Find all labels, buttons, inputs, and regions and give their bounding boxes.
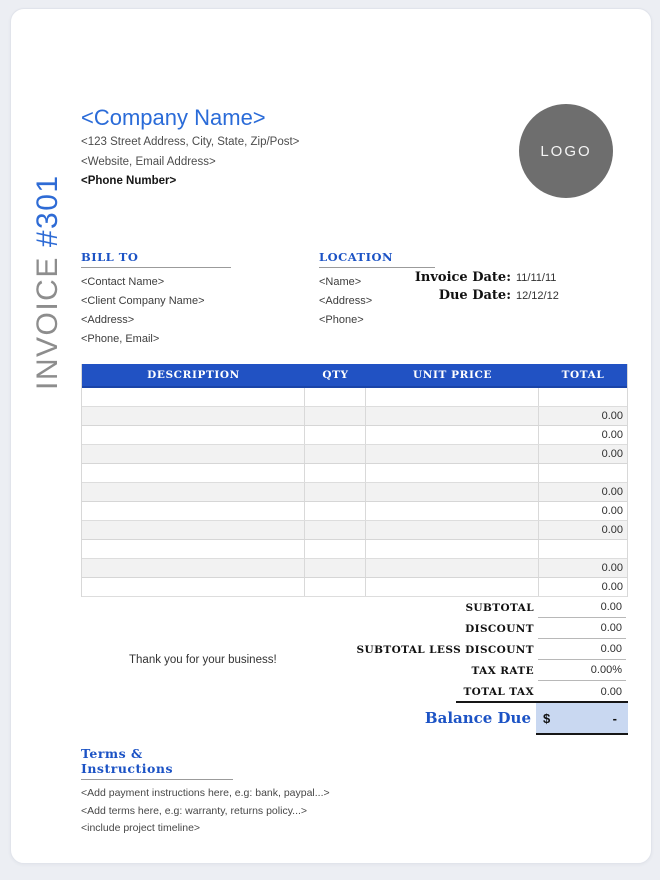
invoice-date-label: Invoice Date:	[414, 270, 511, 285]
cell-qty	[305, 464, 366, 482]
due-date-row	[341, 288, 571, 303]
invoice-number: #301	[31, 174, 64, 248]
cell-total	[539, 540, 627, 558]
invoice-card	[10, 8, 652, 864]
cell-qty	[305, 407, 366, 425]
summary-label: TAX RATE	[471, 664, 534, 677]
placeholder-line: <Name>	[319, 276, 362, 288]
summary-row	[81, 618, 626, 639]
company-phone: <Phone Number>	[81, 175, 177, 187]
cell-total: 0.00	[601, 524, 623, 536]
placeholder-line: <Add payment instructions here, e.g: bank, paypal...>	[81, 787, 330, 799]
cell-description	[82, 407, 305, 425]
placeholder-line: <Add terms here, e.g: warranty, returns policy...>	[81, 804, 308, 817]
cell-description	[82, 521, 305, 539]
header-qty: QTY	[322, 369, 349, 381]
cell-description	[82, 483, 305, 501]
summary-label: SUBTOTAL	[465, 601, 534, 614]
cell-total: 0.00	[601, 486, 623, 498]
thank-you-note: Thank you for your business!	[129, 654, 277, 666]
cell-total	[539, 388, 627, 406]
table-row	[82, 445, 627, 464]
company-address: <123 Street Address, City, State, Zip/Post>	[81, 136, 300, 148]
summary-row	[81, 597, 626, 618]
cell-unit-price	[366, 388, 539, 406]
company-website-email: <Website, Email Address>	[81, 156, 216, 168]
cell-qty	[305, 502, 366, 520]
cell-unit-price	[366, 578, 539, 596]
cell-description	[82, 502, 305, 520]
placeholder-line: <Address>	[81, 314, 135, 326]
cell-unit-price	[366, 445, 539, 463]
balance-value: -	[612, 710, 617, 726]
cell-qty	[305, 426, 366, 444]
table-row	[82, 464, 627, 483]
cell-total: 0.00	[601, 581, 623, 593]
cell-unit-price	[366, 559, 539, 577]
invoice-date-value: 11/11/11	[516, 272, 557, 284]
cell-description	[82, 578, 305, 596]
header-description: DESCRIPTION	[147, 369, 240, 381]
cell-description	[82, 464, 305, 482]
invoice-title-vertical	[31, 174, 65, 390]
cell-qty	[305, 540, 366, 558]
balance-due-cell	[536, 703, 628, 735]
bill-to-title: BILL TO	[81, 250, 231, 268]
header-unit-price: UNIT PRICE	[412, 369, 493, 381]
table-row	[82, 388, 627, 407]
cell-description	[82, 559, 305, 577]
table-row	[82, 502, 627, 521]
logo-text: LOGO	[540, 142, 592, 160]
summary-label: SUBTOTAL LESS DISCOUNT	[356, 643, 534, 656]
cell-unit-price	[366, 502, 539, 520]
due-date-value: 12/12/12	[516, 290, 559, 302]
placeholder-line: <Contact Name>	[81, 276, 165, 288]
summary-label: DISCOUNT	[465, 622, 534, 635]
invoice-date-row	[341, 270, 571, 285]
cell-qty	[305, 388, 366, 406]
balance-currency: $	[543, 710, 551, 726]
cell-total: 0.00	[601, 429, 623, 441]
bill-to-lines	[81, 273, 251, 349]
placeholder-line: <Phone>	[319, 314, 364, 326]
placeholder-line: <include project timeline>	[81, 822, 201, 834]
summary-row	[81, 681, 626, 702]
table-body	[82, 388, 627, 597]
terms-section	[81, 746, 411, 838]
cell-description	[82, 388, 305, 406]
table-row	[82, 483, 627, 502]
summary-value: 0.00	[538, 639, 626, 660]
logo-placeholder	[519, 104, 613, 198]
cell-qty	[305, 559, 366, 577]
cell-unit-price	[366, 540, 539, 558]
cell-qty	[305, 578, 366, 596]
cell-unit-price	[366, 464, 539, 482]
summary-rows	[81, 597, 626, 702]
cell-total: 0.00	[601, 505, 623, 517]
line-items-table	[81, 364, 628, 597]
summary-value: 0.00%	[538, 660, 626, 681]
summary-value: 0.00	[600, 685, 622, 698]
cell-total: 0.00	[601, 410, 623, 422]
cell-description	[82, 445, 305, 463]
cell-unit-price	[366, 483, 539, 501]
cell-qty	[305, 483, 366, 501]
terms-title: Terms & Instructions	[81, 746, 233, 780]
cell-description	[82, 540, 305, 558]
summary-value: 0.00	[538, 597, 626, 618]
bill-to-section	[81, 250, 251, 349]
table-header-row	[82, 364, 627, 388]
cell-total	[539, 464, 627, 482]
table-row	[82, 426, 627, 445]
company-name: <Company Name>	[81, 105, 266, 130]
summary-label: TOTAL TAX	[463, 685, 534, 698]
balance-due-label: Balance Due	[424, 709, 531, 727]
cell-qty	[305, 521, 366, 539]
table-row	[82, 559, 627, 578]
cell-unit-price	[366, 407, 539, 425]
location-title: LOCATION	[319, 250, 435, 268]
cell-qty	[305, 445, 366, 463]
table-row	[82, 521, 627, 540]
cell-unit-price	[366, 521, 539, 539]
placeholder-line: <Client Company Name>	[81, 295, 205, 307]
summary-value: 0.00	[538, 618, 626, 639]
cell-unit-price	[366, 426, 539, 444]
table-row	[82, 540, 627, 559]
placeholder-line: <Phone, Email>	[81, 333, 160, 345]
cell-total: 0.00	[601, 448, 623, 460]
table-row	[82, 407, 627, 426]
header-total: TOTAL	[561, 369, 605, 381]
terms-lines	[81, 785, 411, 838]
placeholder-line: <Address>	[319, 295, 373, 307]
cell-description	[82, 426, 305, 444]
table-row	[82, 578, 627, 597]
invoice-label: INVOICE	[31, 256, 64, 390]
due-date-label: Due Date:	[438, 288, 511, 303]
cell-total: 0.00	[601, 562, 623, 574]
